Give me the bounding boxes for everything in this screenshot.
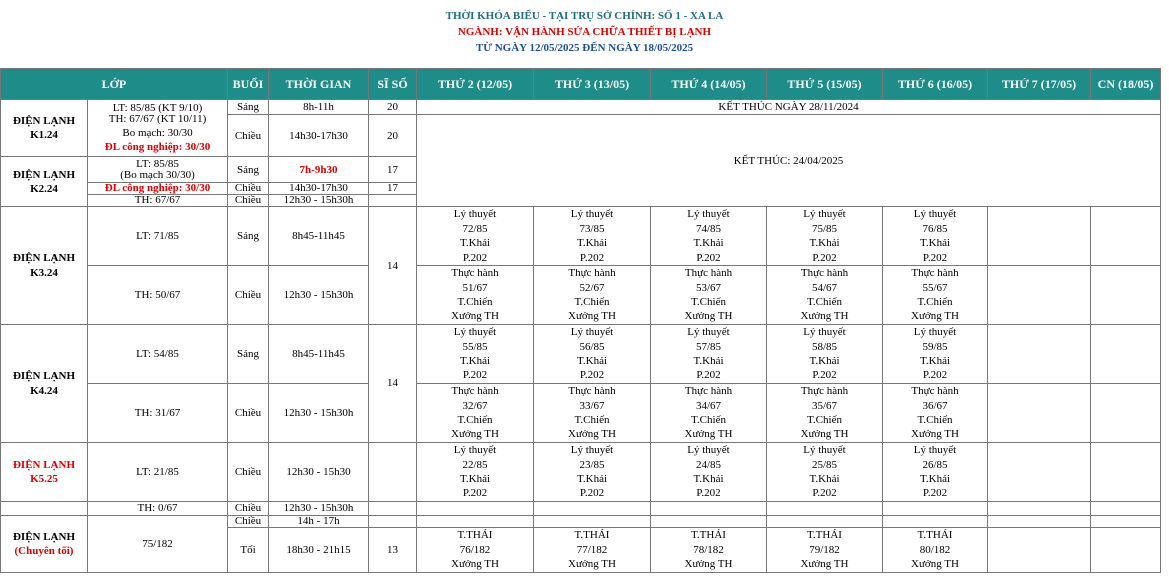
empty-cell xyxy=(1,502,88,516)
class-detail-k2-24-dl: ĐL công nghiệp: 30/30 xyxy=(88,183,228,195)
lesson-cell: Lý thuyết 58/85 T.Khải P.202 xyxy=(767,325,883,384)
siso-cell: 20 xyxy=(369,100,417,115)
col-header-thu-6: THỨ 6 (16/05) xyxy=(883,69,988,100)
time-cell: 12h30 - 15h30h xyxy=(269,502,369,516)
empty-cell xyxy=(417,502,534,516)
session-cell: Chiều xyxy=(228,115,269,157)
empty-cell xyxy=(883,516,988,528)
time-cell: 8h-11h xyxy=(269,100,369,115)
lesson-cell: Thực hành 53/67 T.Chiến Xưởng TH xyxy=(651,266,767,325)
session-cell: Chiều xyxy=(228,266,269,325)
class-detail: LT: 21/85 xyxy=(88,443,228,502)
time-cell: 12h30 - 15h30 xyxy=(269,443,369,502)
session-cell: Tối xyxy=(228,528,269,573)
k1-24-note: KẾT THÚC NGÀY 28/11/2024 xyxy=(417,100,1161,115)
siso-cell: 17 xyxy=(369,157,417,183)
table-row xyxy=(1,384,1161,443)
session-cell: Chiều xyxy=(228,502,269,516)
time-cell: 18h30 - 21h15 xyxy=(269,528,369,573)
time-cell: 12h30 - 15h30h xyxy=(269,195,369,207)
session-cell: Sáng xyxy=(228,325,269,384)
lesson-cell: Lý thuyết 59/85 T.Khải P.202 xyxy=(883,325,988,384)
time-cell: 8h45-11h45 xyxy=(269,207,369,266)
session-cell: Chiều xyxy=(228,443,269,502)
class-detail: TH: 31/67 xyxy=(88,384,228,443)
empty-cell xyxy=(988,528,1091,573)
class-name-k4-24: ĐIỆN LẠNH K4.24 xyxy=(1,325,88,443)
siso-cell: 14 xyxy=(369,207,417,325)
header-row xyxy=(1,69,1161,100)
empty-cell xyxy=(767,502,883,516)
lesson-cell: Thực hành 35/67 T.Chiến Xưởng TH xyxy=(767,384,883,443)
session-cell: Sáng xyxy=(228,157,269,183)
siso-cell: 13 xyxy=(369,528,417,573)
class-name-k2-24: ĐIỆN LẠNH K2.24 xyxy=(1,157,88,207)
empty-cell xyxy=(883,502,988,516)
empty-cell xyxy=(988,384,1091,443)
lesson-cell: Lý thuyết 73/85 T.Khải P.202 xyxy=(534,207,651,266)
siso-cell: 20 xyxy=(369,115,417,157)
table-row xyxy=(1,516,1161,528)
time-cell: 8h45-11h45 xyxy=(269,325,369,384)
lesson-cell: T.THÁI 78/182 Xưởng TH xyxy=(651,528,767,573)
empty-cell xyxy=(534,516,651,528)
time-cell: 14h30-17h30 xyxy=(269,115,369,157)
session-cell: Sáng xyxy=(228,100,269,115)
time-cell: 7h-9h30 xyxy=(269,157,369,183)
siso-cell xyxy=(369,516,417,528)
empty-cell xyxy=(988,325,1091,384)
class-name-chuyen-toi: ĐIỆN LẠNH (Chuyên tối) xyxy=(1,516,88,573)
session-cell: Chiều xyxy=(228,516,269,528)
empty-cell xyxy=(988,207,1091,266)
col-header-thu-2: THỨ 2 (12/05) xyxy=(417,69,534,100)
time-cell: 12h30 - 15h30h xyxy=(269,266,369,325)
lesson-cell: Lý thuyết 23/85 T.Khải P.202 xyxy=(534,443,651,502)
lesson-cell: Lý thuyết 25/85 T.Khải P.202 xyxy=(767,443,883,502)
empty-cell xyxy=(1091,207,1161,266)
siso-cell xyxy=(369,443,417,502)
siso-cell: 14 xyxy=(369,325,417,443)
lesson-cell: Lý thuyết 57/85 T.Khải P.202 xyxy=(651,325,767,384)
class-detail: 75/182 xyxy=(88,516,228,573)
empty-cell xyxy=(1091,528,1161,573)
table-row xyxy=(1,325,1161,384)
class-name-k3-24: ĐIỆN LẠNH K3.24 xyxy=(1,207,88,325)
col-header-thu-4: THỨ 4 (14/05) xyxy=(651,69,767,100)
lesson-cell: Thực hành 51/67 T.Chiến Xưởng TH xyxy=(417,266,534,325)
lesson-cell: Lý thuyết 56/85 T.Khải P.202 xyxy=(534,325,651,384)
empty-cell xyxy=(767,516,883,528)
col-header-cn: CN (18/05) xyxy=(1091,69,1161,100)
session-cell: Chiều xyxy=(228,183,269,195)
lesson-cell: Lý thuyết 26/85 T.Khải P.202 xyxy=(883,443,988,502)
class-detail: LT: 54/85 xyxy=(88,325,228,384)
k2-24-note: KẾT THÚC: 24/04/2025 xyxy=(417,115,1161,207)
siso-cell xyxy=(369,195,417,207)
class-detail-k2-24-th: TH: 67/67 xyxy=(88,195,228,207)
table-row xyxy=(1,266,1161,325)
lesson-cell: Lý thuyết 24/85 T.Khải P.202 xyxy=(651,443,767,502)
empty-cell xyxy=(651,516,767,528)
empty-cell xyxy=(1091,502,1161,516)
session-cell: Sáng xyxy=(228,207,269,266)
session-cell: Chiều xyxy=(228,195,269,207)
empty-cell xyxy=(1091,443,1161,502)
class-name-k5-25: ĐIỆN LẠNH K5.25 xyxy=(1,443,88,502)
lesson-cell: Lý thuyết 75/85 T.Khải P.202 xyxy=(767,207,883,266)
lesson-cell: T.THÁI 80/182 Xưởng TH xyxy=(883,528,988,573)
table-row xyxy=(1,100,1161,115)
lesson-cell: Lý thuyết 76/85 T.Khải P.202 xyxy=(883,207,988,266)
col-header-thu-7: THỨ 7 (17/05) xyxy=(988,69,1091,100)
lesson-cell: Lý thuyết 22/85 T.Khải P.202 xyxy=(417,443,534,502)
empty-cell xyxy=(417,516,534,528)
class-detail-k1-24: LT: 85/85 (KT 9/10) TH: 67/67 (KT 10/11) Bo mạch: 30/30 ĐL công nghiệp: 30/30 xyxy=(88,100,228,157)
timetable xyxy=(0,68,1161,573)
col-header-thu-3: THỨ 3 (13/05) xyxy=(534,69,651,100)
lesson-cell: Thực hành 55/67 T.Chiến Xưởng TH xyxy=(883,266,988,325)
empty-cell xyxy=(988,502,1091,516)
lesson-cell: Thực hành 32/67 T.Chiến Xưởng TH xyxy=(417,384,534,443)
title-line-1: THỜI KHÓA BIỂU - TẠI TRỤ SỞ CHÍNH: SỐ 1 - XA LA xyxy=(445,10,724,22)
empty-cell xyxy=(1091,516,1161,528)
empty-cell xyxy=(988,516,1091,528)
lesson-cell: T.THÁI 77/182 Xưởng TH xyxy=(534,528,651,573)
col-header-thu-5: THỨ 5 (15/05) xyxy=(767,69,883,100)
table-row xyxy=(1,443,1161,502)
col-header-thoi-gian: THỜI GIAN xyxy=(269,69,369,100)
class-detail-k2-24: LT: 85/85 (Bo mạch 30/30) xyxy=(88,157,228,183)
lesson-cell: Lý thuyết 74/85 T.Khải P.202 xyxy=(651,207,767,266)
time-cell: 14h30-17h30 xyxy=(269,183,369,195)
class-name-k1-24: ĐIỆN LẠNH K1.24 xyxy=(1,100,88,157)
empty-cell xyxy=(534,502,651,516)
lesson-cell: Thực hành 52/67 T.Chiến Xưởng TH xyxy=(534,266,651,325)
lesson-cell: T.THÁI 76/182 Xưởng TH xyxy=(417,528,534,573)
lesson-cell: Thực hành 36/67 T.Chiến Xưởng TH xyxy=(883,384,988,443)
empty-cell xyxy=(651,502,767,516)
class-detail: TH: 0/67 xyxy=(88,502,228,516)
empty-cell xyxy=(1091,266,1161,325)
empty-cell xyxy=(988,266,1091,325)
col-header-lop: LỚP xyxy=(1,69,228,100)
lesson-cell: Thực hành 54/67 T.Chiến Xưởng TH xyxy=(767,266,883,325)
empty-cell xyxy=(988,443,1091,502)
siso-cell xyxy=(369,502,417,516)
col-header-buoi: BUỔI xyxy=(228,69,269,100)
class-detail: LT: 71/85 xyxy=(88,207,228,266)
time-cell: 14h - 17h xyxy=(269,516,369,528)
lesson-cell: Thực hành 34/67 T.Chiến Xưởng TH xyxy=(651,384,767,443)
time-cell: 12h30 - 15h30h xyxy=(269,384,369,443)
siso-cell: 17 xyxy=(369,183,417,195)
title-line-3: TỪ NGÀY 12/05/2025 ĐẾN NGÀY 18/05/2025 xyxy=(475,42,694,54)
table-row xyxy=(1,207,1161,266)
lesson-cell: T.THÁI 79/182 Xưởng TH xyxy=(767,528,883,573)
session-cell: Chiều xyxy=(228,384,269,443)
empty-cell xyxy=(1091,325,1161,384)
table-row xyxy=(1,502,1161,516)
title-line-2: NGÀNH: VẬN HÀNH SỬA CHỮA THIẾT BỊ LẠNH xyxy=(457,26,712,38)
lesson-cell: Lý thuyết 72/85 T.Khải P.202 xyxy=(417,207,534,266)
lesson-cell: Thực hành 33/67 T.Chiến Xưởng TH xyxy=(534,384,651,443)
lesson-cell: Lý thuyết 55/85 T.Khải P.202 xyxy=(417,325,534,384)
empty-cell xyxy=(1091,384,1161,443)
col-header-si-so: SĨ SỐ xyxy=(369,69,417,100)
class-detail: TH: 50/67 xyxy=(88,266,228,325)
